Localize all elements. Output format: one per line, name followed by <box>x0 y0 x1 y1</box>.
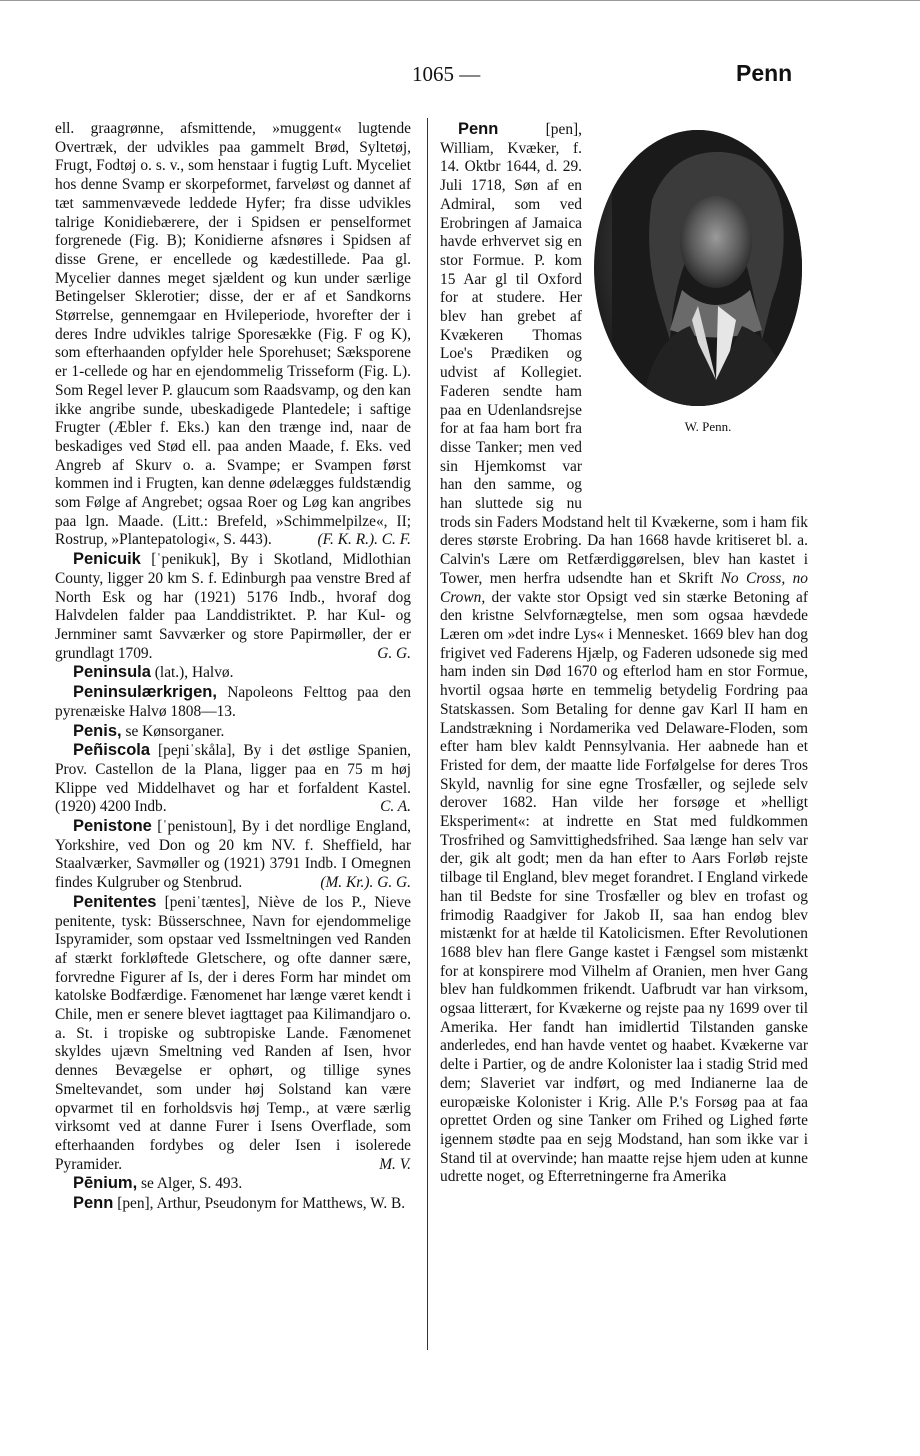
headword: Penis, <box>73 721 122 740</box>
entry-penicuik <box>55 550 411 663</box>
headword: Penistone <box>73 817 152 836</box>
headword: Penn <box>458 120 499 138</box>
headword: Peninsulærkrigen, <box>73 683 217 702</box>
entry-penitentes <box>55 893 411 1175</box>
scan-top-edge <box>0 0 920 1</box>
continued-text: ell. graagrønne, afsmittende, »muggent« lugtende Overtræk, der udvikles paa gammelt Brød, Syltetøj, Frugt, Fodtøj o. s. v., som henstaar i fugtig Luft. Myceliet hos denne Svamp er skorpeformet, farveløst og dannet af tæt sammenvævede leddede Hyfer; fra disse udvikles talrige Konidiebærere, der i Spidsen er penselformet forgrenede (Fig. B); Konidierne afsnøres i Spidsen af disse Grene, er encellede og kædestillede. Paa gl. Mycelier dannes meget sjældent og kun under særlige Betingelser Sklerotier; disse, der er af et Sandkorns Størrelse, gennemgaar en Hvileperiode, hvorefter der i deres Indre udvikles talrige Sporesække (Fig. F og K), som efterhaanden opfylder hele Sporehuset; Sæksporene er 1-cellede og har en ejendommelig Trisseform (Fig. L). Som Regel lever P. glaucum som Raadsvamp, og den kan ikke angribe sunde, ubeskadigede Plantedele; i saftige Frugter (Æbler f. Eks.) kan den trænge ind, naar de beskadiges ved Stød ell. paa anden Maade, f. Eks. ved Angreb af Skurv o. a. Svampe; er Svampen først kommen ind i Frugten, kan denne ødelægges fuldstændig som Følge af Angrebet; ogsaa Roer og Løg kan angribes paa lgn. Maade. (Litt.: Brefeld, »Schimmelpilze«, II; Rostrup, »Plantepatologi«, S. 443). <box>55 120 411 549</box>
headword: Penitentes <box>73 892 157 911</box>
portrait-image <box>594 130 802 406</box>
left-column <box>55 120 411 1214</box>
entry-text: [pen], William, Kvæker, f. 14. Oktbr 1644, d. 29. Juli 1718, Søn af en Admiral, som ved Erobringen af Jamaica havde erhvervet sig en stor Formue. P. kom 15 Aar gl til Oxford for at studere. Her blev han grebet af Kvækeren Thomas Loe's Prædiken og udvist af Kollegiet. Faderen sendte ham paa en Udenlandsrejse for at faa ham bort fra disse Tanker; men ved sin Hjemkomst var han den samme, og han sluttede sig nu trods sin Faders Modstand helt til Kvækerne, som i ham fik deres største Erobring. Da han 1668 havde kritiseret bl. a. Calvin's Lære om Retfærdiggørelsen, blev han kastet i Tower, men herfra udsendte han et Skrift <box>440 121 808 587</box>
entry-signature: C. A. <box>380 798 411 816</box>
entry-penistone <box>55 817 411 893</box>
entry-penn-william <box>440 120 808 1187</box>
continued-entry <box>55 120 411 550</box>
column-divider <box>427 118 428 1350</box>
entry-text: [peniˈtæntes], Niève de los P., Nieve penitente, tysk: Büsserschnee, Navn for ejendommelige Ispyramider, som opstaar ved Issmeltningen ved Randen af stærkt forkløftede Gletschere, og ofte danner sære, forvredne Figurer af Is, der i deres Form har mindet om katolske Bodfærdige. Fænomenet har længe været kendt i Chile, men er senere blevet iagttaget paa Kilimandjaro o. a. St. i tropiske og subtropiske Lande. Fænomenet skyldes ujævn Smeltning ved Randen af Isen, hvor dennes Bevægelse er ophørt, og tillige synes Smeltevandet, som under høj Solstand kan være opvarmet til en forholdsvis høj Temp., at være særlig virksomt ved at danne Furer i Isens Overflade, som efterhaanden fordybes og deler Isen i isolerede Pyramider. <box>55 893 411 1173</box>
book-title: No Cross, no Crown, <box>440 569 808 606</box>
entry-penium <box>55 1174 411 1194</box>
headword: Peñiscola <box>73 741 151 760</box>
entry-signature: G. G. <box>377 644 411 662</box>
headword: Penn <box>73 1194 114 1213</box>
entry-penis <box>55 722 411 742</box>
headword: Pēnium, <box>73 1174 138 1193</box>
entry-peninsula <box>55 663 411 683</box>
portrait-drawing <box>612 130 802 406</box>
entry-penn-arthur <box>55 1194 411 1214</box>
portrait-figure <box>590 124 808 492</box>
entry-text: se Kønsorganer. <box>121 722 225 740</box>
entry-signature: (F. K. R.). C. F. <box>317 531 411 549</box>
right-column <box>440 120 808 1187</box>
entry-text: [pen], Arthur, Pseudonym for Matthews, W. B. <box>113 1195 406 1213</box>
entry-text: [peɲiˈskåla], By i det østlige Spanien, Prov. Castellon de la Plana, ligger paa en 75 m høj Klippe ved Middelhavet og har et forfaldent Kastel. (1920) 4200 Indb. <box>55 742 411 816</box>
entry-signature: M. V. <box>379 1155 411 1173</box>
entry-text: (lat.), Halvø. <box>150 664 234 682</box>
portrait-caption: W. Penn. <box>684 419 732 434</box>
entry-text: se Alger, S. 493. <box>137 1175 243 1193</box>
entry-text: [ˈpenistoun], By i det nordlige England, Yorkshire, ved Don og 20 km NV. f. Sheffield, har Staalværker, Savmøller og (1921) 3791 Indb. I Omegnen findes Kulgruber og Stenbrud. <box>55 818 411 892</box>
running-title: Penn <box>736 60 793 86</box>
page-header <box>0 62 920 94</box>
entry-peniscola <box>55 741 411 817</box>
entry-peninsulaerkrigen <box>55 683 411 721</box>
headword: Peninsula <box>73 663 151 682</box>
entry-text: Napoleons Felttog paa den pyrenæiske Halvø 1808—13. <box>55 684 411 720</box>
headword: Penicuik <box>73 550 141 569</box>
page-number: 1065 — <box>412 62 481 86</box>
entry-text: [ˈpenikuk], By i Skotland, Midlothian County, ligger 20 km S. f. Edinburgh paa venstre Bred af North Esk og har (1921) 5176 Indb., hvoraf dog Halvdelen falder paa Landdistriktet. P. har Kul- og Jernminer samt Savværker og store Papirmøller, der er grundlagt 1709. <box>55 551 411 662</box>
entry-text-continued: der vakte stor Opsigt ved sin stærke Betoning af den kristne Selvfornægtelse, men som ogsaa hævdede Læren om »det indre Lys« i Mennesket. 1669 blev han dog frigivet ved Faderens Hjælp, og Faderen udsonede sig med ham inden sin Død 1670 og efterlod ham en stor Formue, hvortil ogsaa hørte en temmelig betydelig Fordring paa Statskassen. Som Betaling for denne gav Karl II ham en Landstrækning i Nordamerika ved Delaware-Floden, som efter ham blev kaldt Pennsylvania. Her aabnede han et Fristed for dem, der maatte lide Forfølgelse for deres Tros Skyld, navnlig for sine egne Trosfæller, og sejlede selv derover 1682. Han vilde her forsøge et »helligt Eksperiment«: at indrette en Stat med fuldkommen Trosfrihed og Samvittighedsfrihed. Saa længe han selv var der, gik alt godt; men da han efter to Aars Forløb rejste tilbage til England, blev meget forandret. I England virkede han til Bedste for sine Trosfæller og blev en trofast og frimodig Raadgiver for Jakob II, saa han endog blev mistænkt for at hælde til Katolicismen. Efter Revolutionen 1688 blev han flere Gange kastet i Fængsel som mistænkt for at konspirere mod Vilhelm af Oranien, men hver Gang blev han fuldkommen frikendt. Uafbrudt var han virksom, ogsaa litterært, for Kvækerne og rejste paa ny 1699 over til Amerika. Her fandt han imidlertid Tilstanden ganske anderledes, end han havde ventet og haabet. Kvækerne var delte i Partier, og de andre Kolonister laa i stadig Strid med dem; Slaveriet var indført, og med Indianerne laa de europæiske Kolonister i Krig. Alle P.'s Forsøg paa at faa oprettet Orden og sine Tanker om Frihed og Lighed førte igennem stødte paa en sejg Modstand, han som ikke var i Stand til at overvinde; han maatte rejse hjem uden at kunne udrette noget, og Efterretningerne fra Amerika <box>440 588 808 1186</box>
entry-signature: (M. Kr.). G. G. <box>320 874 411 892</box>
